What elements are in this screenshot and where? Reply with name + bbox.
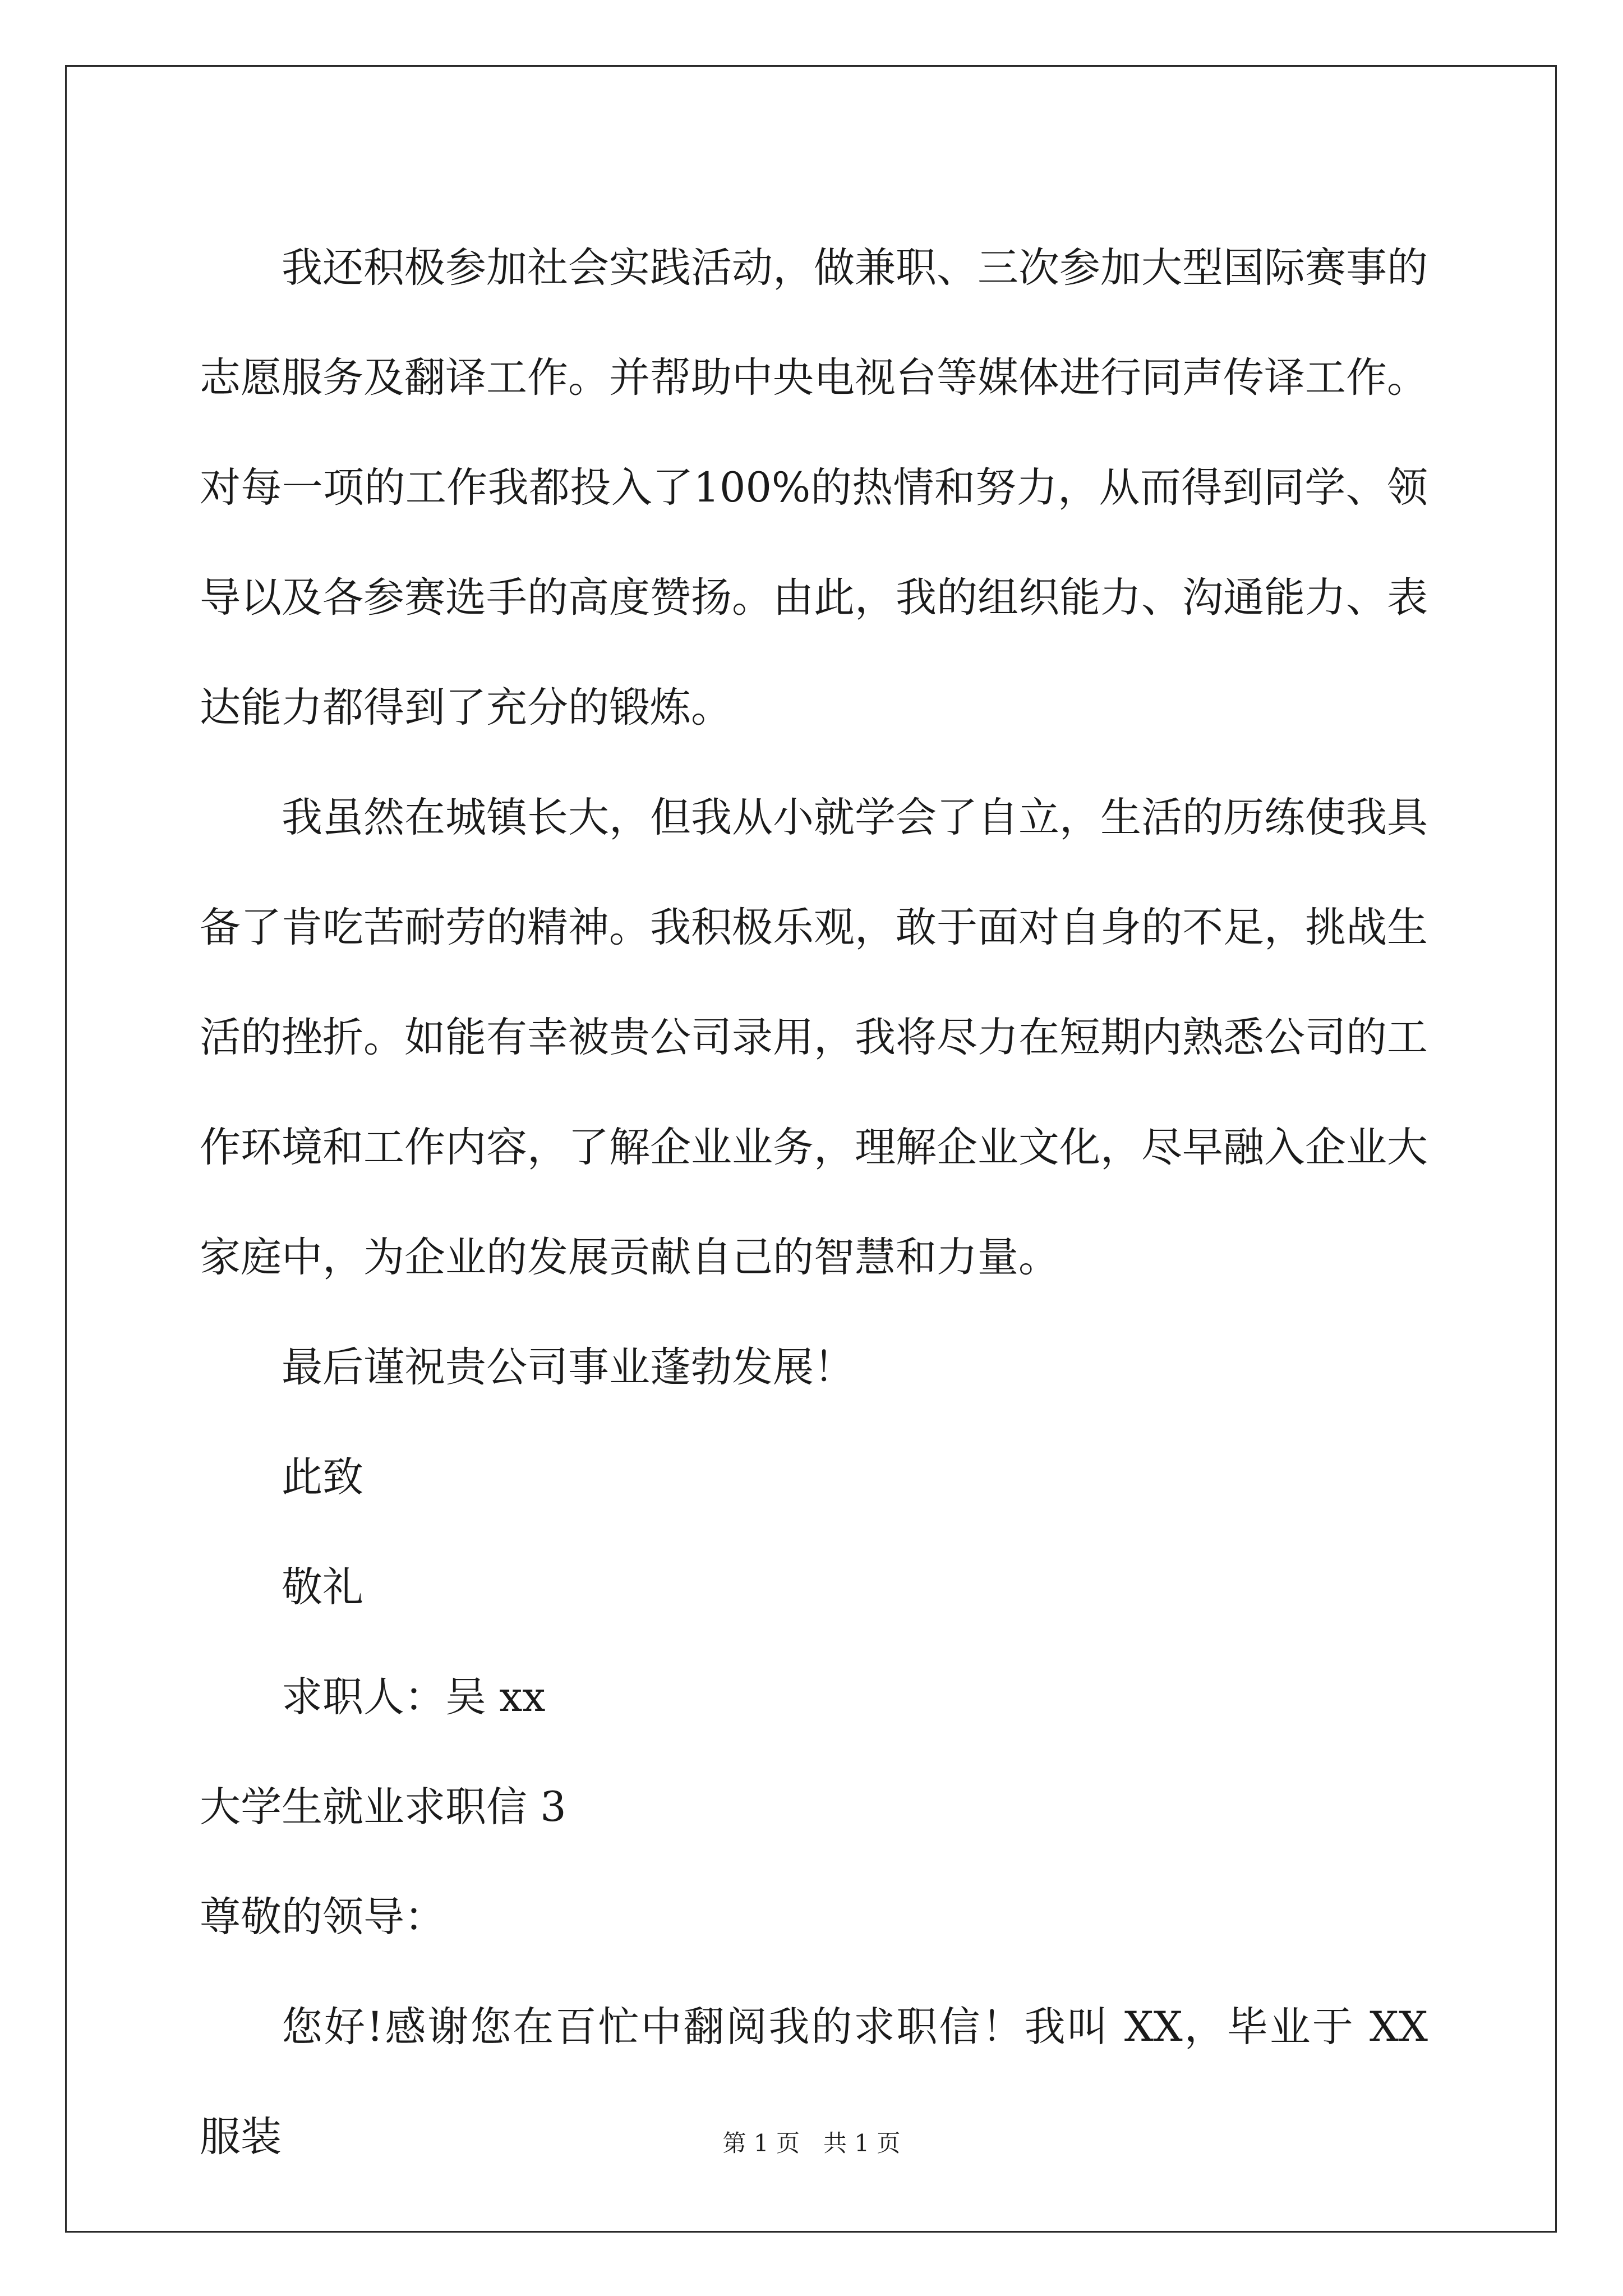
paragraph-closing-wish: 最后谨祝贵公司事业蓬勃发展！ (282, 1343, 855, 1391)
paragraph-character: 我虽然在城镇长大，但我从小就学会了自立，生活的历练使我具备了肯吃苦耐劳的精神。我积极乐观，敢于面对自身的不足，挑战生活的挫折。如能有幸被贵公司录用，我将尽力在短期内熟悉公司的工作环境和工作内容，了解企业业务，理解企业文化，尽早融入企业大家庭中，为企业的发展贡献自己的智慧和力量。 (200, 794, 1428, 1281)
section-heading: 大学生就业求职信 3 (200, 1783, 566, 1831)
paragraph-intro: 您好!感谢您在百忙中翻阅我的求职信！我叫 XX，毕业于 XX 服装 (200, 2003, 1428, 2161)
greeting-line: 尊敬的领导： (200, 1893, 445, 1941)
applicant-signature: 求职人：吴 xx (282, 1673, 546, 1721)
document-body (200, 213, 1428, 2192)
salutation-cizhi: 此致 (282, 1453, 363, 1501)
page-footer: 第 1 页 共 1 页 (722, 2129, 901, 2157)
salutation-jingli: 敬礼 (282, 1563, 363, 1611)
paragraph-practice: 我还积极参加社会实践活动，做兼职、三次参加大型国际赛事的志愿服务及翻译工作。并帮助中央电视台等媒体进行同声传译工作。对每一项的工作我都投入了100%的热情和努力，从而得到同学、领导以及各参赛选手的高度赞扬。由此，我的组织能力、沟通能力、表达能力都得到了充分的锻炼。 (200, 244, 1428, 731)
